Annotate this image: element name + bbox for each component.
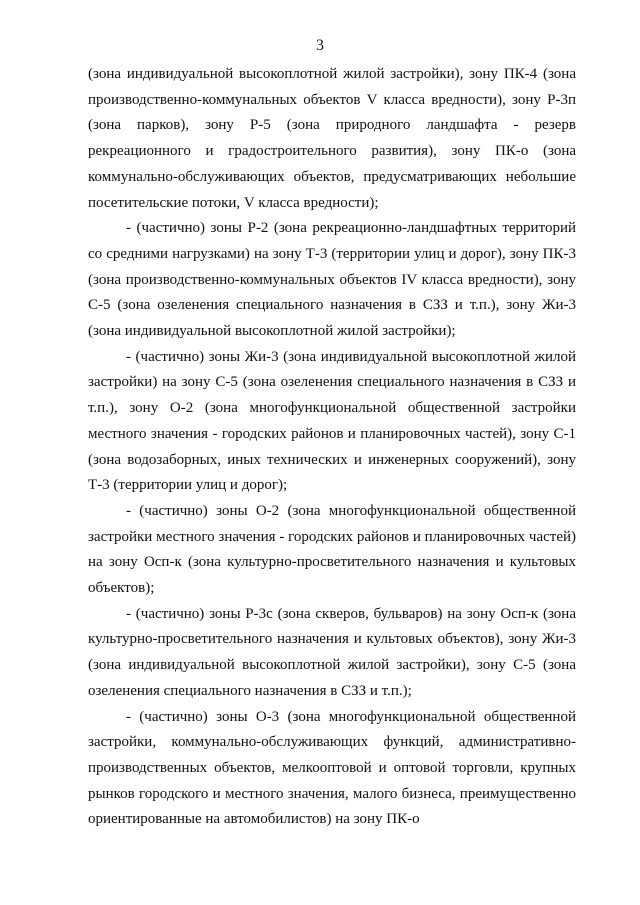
paragraph-zone-o3: - (частично) зоны О-3 (зона многофункциональной общественной застройки, коммунально-обслуживающих функций, административно-производственных объектов, мелкооптовой и оптовой торговли, крупных рынков городского и местного значения, малого бизнеса, преимущественно ориентированные на автомобилистов) на зону ПК-о — [88, 708, 576, 828]
paragraph-continuation: (зона индивидуальной высокоплотной жилой застройки), зону ПК-4 (зона производственно-коммунальных объектов V класса вредности), зону Р-3п (зона парков), зону Р-5 (зона природного ландшафта - резерв рекреационного и градостроительного развития), зону ПК-о (зона коммунально-обслуживающих объектов, предусматривающих небольшие посетительские потоки, V класса вредности); — [88, 66, 576, 211]
paragraph-zone-r2: - (частично) зоны Р-2 (зона рекреационно-ландшафтных территорий со средними нагрузками) на зону Т-3 (территории улиц и дорог), зону ПК-3 (зона производственно-коммунальных объектов IV класса вредности), зону С-5 (зона озеленения специального назначения в СЗЗ и т.п.), зону Жи-3 (зона индивидуальной высокоплотной жилой застройки); — [88, 220, 576, 340]
paragraph-zone-o2: - (частично) зоны О-2 (зона многофункциональной общественной застройки местного значения - городских районов и планировочных частей) на зону Осп-к (зона культурно-просветительного назначения и культовых объектов); — [88, 502, 576, 597]
paragraph-zone-zhi3: - (частично) зоны Жи-3 (зона индивидуальной высокоплотной жилой застройки) на зону С-5 (зона озеленения специального назначения в СЗЗ и т.п.), зону О-2 (зона многофункциональной общественной застройки местного значения - городских районов и планировочных частей), зону С-1 (зона водозаборных, иных технических и инженерных сооружений), зону Т-3 (территории улиц и дорог); — [88, 348, 576, 494]
paragraph-zone-r3s: - (частично) зоны Р-3с (зона скверов, бульваров) на зону Осп-к (зона культурно-просветительного назначения и культовых объектов), зону Жи-3 (зона индивидуальной высокоплотной жилой застройки), зону С-5 (зона озеленения специального назначения в СЗЗ и т.п.); — [88, 605, 576, 699]
page-number: 3 — [316, 37, 324, 54]
document-body — [88, 62, 576, 833]
